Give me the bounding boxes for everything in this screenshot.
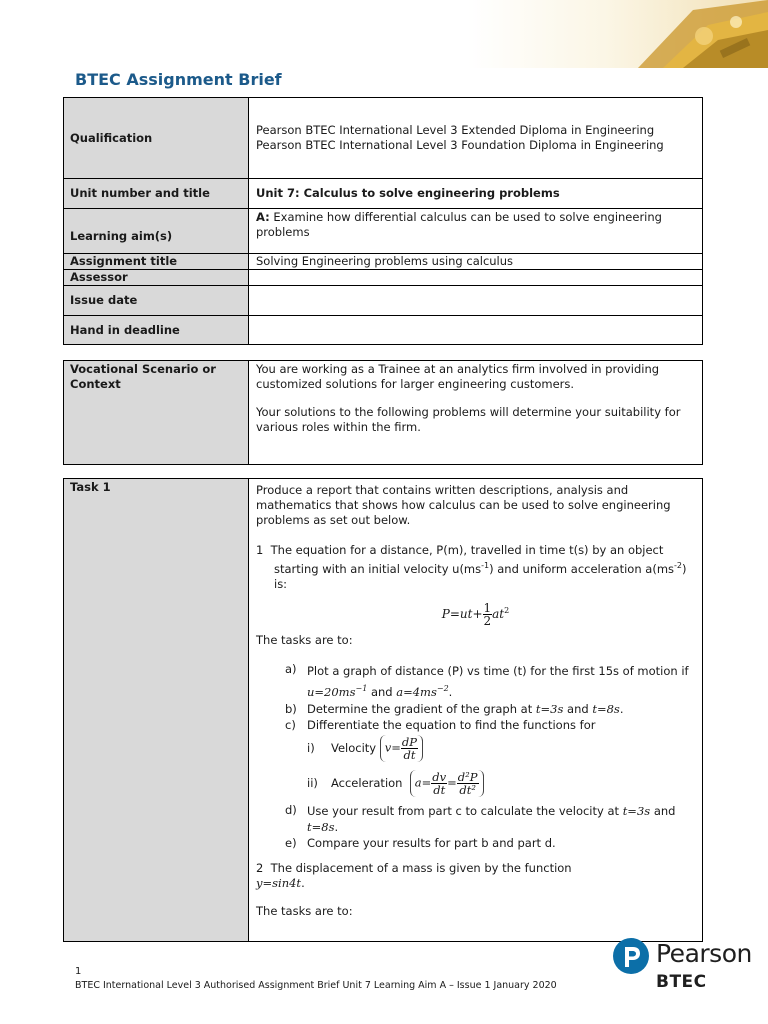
velocity-numerator: dP [401,734,418,749]
pearson-logo-icon [612,937,650,975]
question-1-exp-1: -1 [481,561,490,570]
scenario-paragraph-1: You are working as a Trainee at an analytics firm involved in providing customized solutions for larger engineering customers. [256,362,660,391]
equation-denominator: 2 [483,613,492,628]
velocity-denominator: dt [403,747,416,762]
item-c [256,718,695,733]
qualification-line-2: Pearson BTEC International Level 3 Foundation Diploma in Engineering [256,138,664,152]
item-c-i-key: i) [307,740,315,755]
item-d [256,803,695,835]
item-a-a: a=4ms [396,684,437,699]
acceleration-numerator-1: dv [432,769,447,784]
distance-equation [256,602,695,627]
learning-aim-letter: A: [256,210,270,224]
item-a-text: Plot a graph of distance (P) vs time (t) for the first 15s of motion if [307,663,689,678]
acceleration-denominator-2: dt² [459,782,476,797]
question-2-end: . [301,875,305,890]
page-number: 1 [75,966,82,977]
item-c-text: Differentiate the equation to find the functions for [307,717,596,732]
task-1-content [249,479,703,942]
item-d-t2: t=8s [307,819,335,834]
item-a-key: a) [285,661,297,676]
question-2-number: 2 [256,860,264,875]
item-b-t1: t=3s [535,701,564,716]
item-b-t2: t=8s [592,701,620,716]
qualification-value [249,98,703,179]
item-d-text: Use your result from part c to calculate the velocity at [307,803,620,818]
item-e-text: Compare your results for part b and part d. [307,835,556,850]
pearson-wordmark: Pearson [656,939,752,968]
item-b-end: . [619,701,624,716]
item-c-ii-key: ii) [307,775,318,790]
question-1-text-c: ) is: [274,561,687,591]
scenario-paragraph-2: Your solutions to the following problems will determine your suitability for various roles within the firm. [256,405,681,434]
qualification-label: Qualification [64,98,249,179]
learning-aim-label: Learning aim(s) [64,209,249,254]
item-a-end: . [448,684,453,699]
item-b-text: Determine the gradient of the graph at [307,701,533,716]
item-c-i [256,735,695,762]
task-1-table [63,478,703,942]
item-a-a-exp: −2 [436,683,449,693]
item-c-key: c) [285,717,296,732]
item-b [256,702,695,717]
acceleration-lhs: a= [414,775,432,790]
unit-value: Unit 7: Calculus to solve engineering problems [249,179,703,209]
item-b-key: b) [285,701,297,716]
acceleration-formula [410,770,484,797]
question-2 [256,861,695,876]
scenario-table [63,360,703,465]
velocity-lhs: v= [384,740,401,755]
qualification-line-1: Pearson BTEC International Level 3 Extended Diploma in Engineering [256,123,655,137]
assignment-title-value: Solving Engineering problems using calculus [249,254,703,270]
pearson-btec-logo [612,937,762,997]
tasks-intro: The tasks are to: [256,632,353,647]
header-decoration-image [468,0,768,68]
acceleration-numerator-2: d²P [457,769,478,784]
unit-label: Unit number and title [64,179,249,209]
item-c-ii-label: Acceleration [331,775,403,790]
velocity-formula [380,735,423,762]
equation-numerator: 1 [483,600,492,615]
item-a-and: and [370,684,393,699]
question-1-text-a: The equation for a distance, P(m), travelled in time t(s) by an object starting with an initial velocity u(ms [270,543,664,576]
acceleration-equals: = [447,775,457,790]
item-a [256,662,695,701]
learning-aim-value [249,209,703,254]
item-e-key: e) [285,835,297,850]
item-e [256,836,695,851]
item-d-end: . [334,819,339,834]
hand-in-deadline-value [249,316,703,345]
footer-text: BTEC International Level 3 Authorised Assignment Brief Unit 7 Learning Aim A – Issue 1 January 2020 [75,980,557,991]
question-2-text: The displacement of a mass is given by the function [270,860,572,875]
equation-rhs: at [492,606,505,621]
assignment-title-label: Assignment title [64,254,249,270]
hand-in-deadline-label: Hand in deadline [64,316,249,345]
page-title: BTEC Assignment Brief [75,70,282,89]
item-d-t1: t=3s [622,803,651,818]
issue-date-value [249,286,703,316]
item-c-ii [256,770,695,797]
item-d-key: d) [285,802,297,817]
assessor-value [249,270,703,286]
equation-exponent: 2 [504,605,510,615]
btec-wordmark: BTEC [656,972,707,992]
question-1-text-b: ) and uniform acceleration a(ms [489,561,675,576]
item-c-i-label: Velocity [331,740,377,755]
task-1-intro: Produce a report that contains written descriptions, analysis and mathematics that shows how calculus can be used to solve engineering problems as set out below. [256,483,671,527]
equation-lhs: P=ut+ [441,606,483,621]
question-1-number: 1 [256,543,264,557]
scenario-value [249,361,703,465]
assessor-label: Assessor [64,270,249,286]
tasks-intro-2: The tasks are to: [256,903,353,918]
question-2-equation [256,876,695,891]
question-1 [256,543,695,592]
scenario-label: Vocational Scenario or Context [64,361,249,465]
task-1-label: Task 1 [64,479,249,942]
assignment-info-table [63,97,703,345]
question-1-exp-2: -2 [674,561,682,570]
item-d-and: and [653,803,676,818]
item-a-u-exp: −1 [355,683,368,693]
question-2-formula: y=sin4t [256,875,302,890]
learning-aim-text: Examine how differential calculus can be used to solve engineering problems [256,210,662,239]
item-b-and: and [567,701,589,716]
acceleration-denominator-1: dt [433,782,446,797]
item-a-u: u=20ms [307,684,356,699]
issue-date-label: Issue date [64,286,249,316]
